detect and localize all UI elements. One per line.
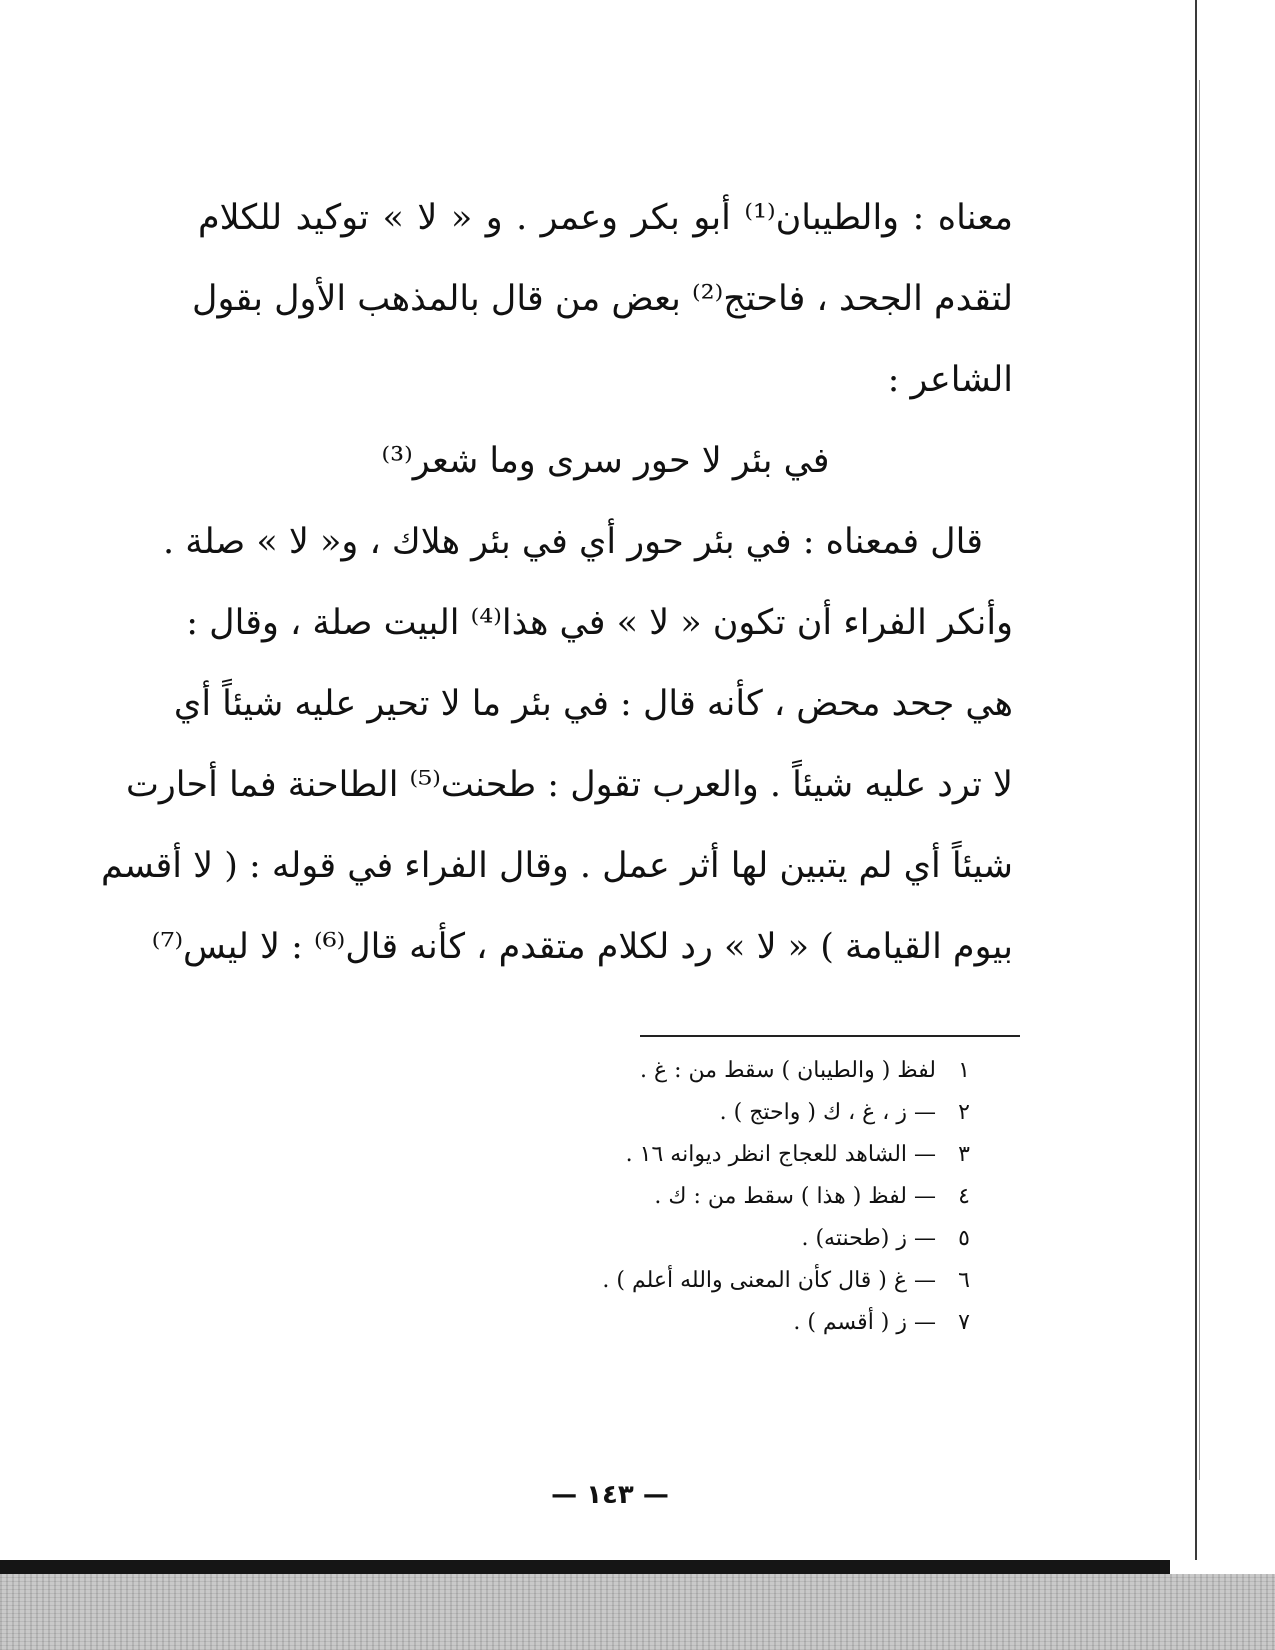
footnote-text: — ز ، غ ، ك ( واحتج ) . — [719, 1100, 936, 1125]
footnote-number: ٧ — [958, 1310, 970, 1335]
footnote-text: — غ ( قال كأن المعنى والله أعلم ) . — [602, 1268, 936, 1293]
footnote-text: — ز (طحنته) . — [801, 1226, 936, 1251]
page-edge-shadow — [1199, 80, 1200, 1480]
text-line: لا ترد عليه شيئاً . والعرب تقول : طحنت⁽⁵⁾ الطاحنة فما أحارت — [125, 765, 1013, 805]
page-number: — ١٤٣ — — [551, 1480, 669, 1510]
footnote-separator — [640, 1035, 1020, 1037]
footnote-item — [500, 1176, 970, 1218]
text-line: لتقدم الجحد ، فاحتج⁽²⁾ بعض من قال بالمذهب الأول بقول — [192, 279, 1013, 319]
text-line: شيئاً أي لم يتبين لها أثر عمل . وقال الفراء في قوله : ( لا أقسم — [101, 846, 1013, 886]
footnote-text: — ز ( أقسم ) . — [793, 1310, 936, 1335]
footnote-item — [500, 1218, 970, 1260]
footnote-text: — الشاهد للعجاج انظر ديوانه ١٦ . — [625, 1142, 936, 1167]
main-text — [101, 178, 1014, 988]
footnote-item — [500, 1092, 970, 1134]
text-line: الشاعر : — [887, 360, 1013, 400]
footnote-number: ٤ — [958, 1184, 970, 1209]
text-line: وأنكر الفراء أن تكون « لا » في هذا⁽⁴⁾ البيت صلة ، وقال : — [186, 603, 1013, 643]
footnote-item — [500, 1050, 970, 1092]
text-line: معناه : والطيبان⁽¹⁾ أبو بكر وعمر . و « لا » توكيد للكلام — [198, 198, 1014, 238]
page-edge-line — [1195, 0, 1197, 1560]
scan-edge-band — [0, 1560, 1170, 1574]
footnote-number: ٣ — [958, 1142, 970, 1167]
text-line: بيوم القيامة ) « لا » رد لكلام متقدم ، كأنه قال⁽⁶⁾ : لا ليس⁽⁷⁾ — [151, 927, 1013, 967]
footnote-number: ١ — [958, 1058, 970, 1083]
footnote-number: ٦ — [958, 1268, 970, 1293]
footnotes — [500, 1050, 970, 1344]
text-line: هي جحد محض ، كأنه قال : في بئر ما لا تحير عليه شيئاً أي — [173, 684, 1013, 724]
footnote-text: — لفظ ( هذا ) سقط من : ك . — [654, 1184, 936, 1209]
footnote-number: ٢ — [958, 1100, 970, 1125]
text-line: قال فمعناه : في بئر حور أي في بئر هلاك ، و« لا » صلة . — [162, 522, 983, 562]
footnote-item — [500, 1134, 970, 1176]
footnote-text: لفظ ( والطيبان ) سقط من : غ . — [640, 1058, 936, 1083]
footnote-item — [500, 1302, 970, 1344]
poem-verse: في بئر لا حور سرى وما شعر⁽³⁾ — [381, 441, 830, 481]
footnote-number: ٥ — [958, 1226, 970, 1251]
scan-noise-strip — [0, 1574, 1275, 1650]
footnote-item — [500, 1260, 970, 1302]
